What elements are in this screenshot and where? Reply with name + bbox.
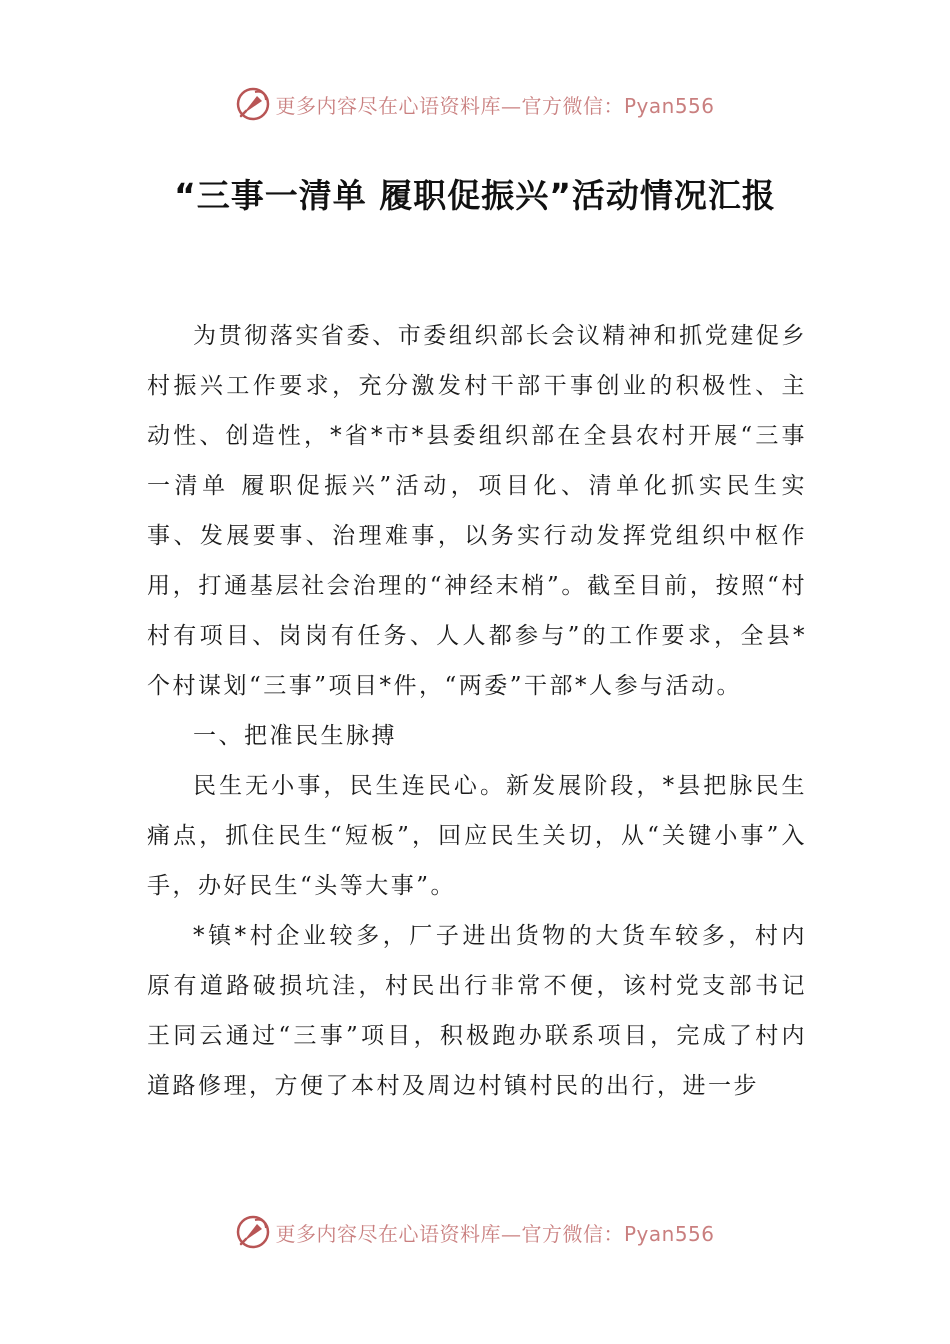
pen-nib-logo-icon xyxy=(235,1214,271,1250)
footer-watermark-text xyxy=(275,1218,714,1247)
footer-contact-id: Pyan556 xyxy=(623,1221,715,1246)
example-paragraph: *镇*村企业较多，厂子进出货物的大货车较多，村内原有道路破损坑洼，村民出行非常不便，该村党支部书记王同云通过“三事”项目，积极跑办联系项目，完成了村内道路修理，方便了本村及周边村镇村民的出行，进一步 xyxy=(147,923,807,1099)
footer-contact-label: 官方微信： xyxy=(521,1221,624,1246)
section-paragraph: 民生无小事，民生连民心。新发展阶段，*县把脉民生痛点，抓住民生“短板”，回应民生关切，从“关键小事”入手，办好民生“头等大事”。 xyxy=(147,773,807,899)
header-watermark-text xyxy=(275,90,714,119)
header-separator: — xyxy=(500,93,522,118)
header-contact-label: 官方微信： xyxy=(521,93,624,118)
footer-watermark xyxy=(0,1212,950,1252)
footer-separator: — xyxy=(500,1221,522,1246)
document-body xyxy=(147,311,807,1111)
intro-paragraph: 为贯彻落实省委、市委组织部长会议精神和抓党建促乡村振兴工作要求，充分激发村干部干事创业的积极性、主动性、创造性，*省*市*县委组织部在全县农村开展“三事一清单 履职促振兴”活动，项目化、清单化抓实民生实事、发展要事、治理难事，以务实行动发挥党组织中枢作用，打通基层社会治理的“神经末梢”。截至目前，按照“村村有项目、岗岗有任务、人人都参与”的工作要求，全县*个村谋划“三事”项目*件，“两委”干部*人参与活动。 xyxy=(147,323,807,699)
header-contact-id: Pyan556 xyxy=(623,93,715,118)
header-brand: 更多内容尽在心语资料库 xyxy=(275,93,501,118)
document-title: “三事一清单 履职促振兴”活动情况汇报 xyxy=(174,176,776,215)
header-watermark xyxy=(0,84,950,124)
pen-nib-logo-icon xyxy=(235,86,271,122)
footer-brand: 更多内容尽在心语资料库 xyxy=(275,1221,501,1246)
section-heading: 一、把准民生脉搏 xyxy=(193,723,397,749)
